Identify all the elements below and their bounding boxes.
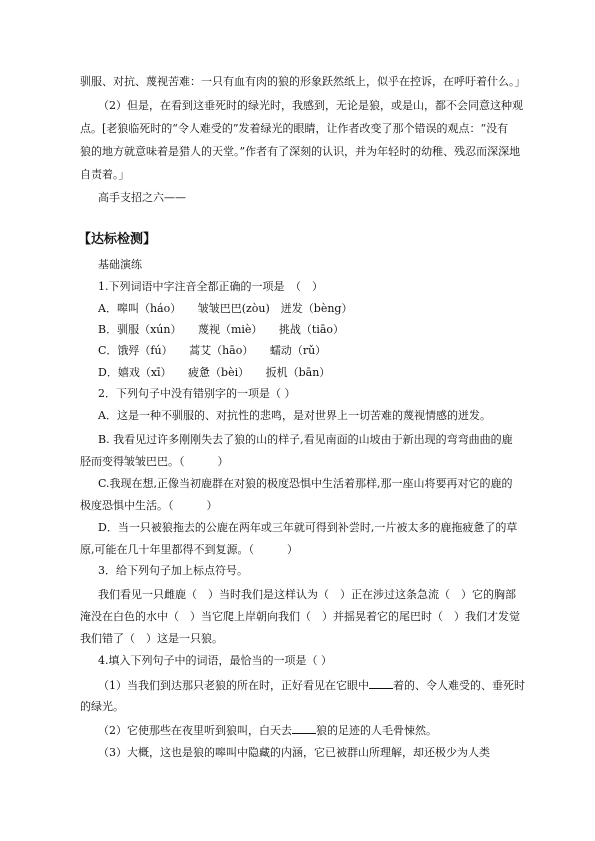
question-3-line-3: 我们错了（ ）这是一只狼。: [80, 632, 223, 645]
question-3-line-2: 淹没在白色的水中（ ）当它爬上岸朝向我们（ ）并摇晃着它的尾巴时（ ）我们才发觉: [80, 610, 520, 623]
intro-line-6: 高手支招之六——: [98, 191, 186, 204]
question-4-sentence-2-part-b: 狼的足迹的人毛骨悚然。: [316, 724, 437, 737]
question-4-sentence-1: [98, 678, 525, 693]
question-1-option-d: D．嬉戏（xī） 疲惫（bèi） 扳机（bān）: [98, 366, 331, 379]
fill-in-blank-1[interactable]: [369, 678, 393, 689]
fill-in-blank-2[interactable]: [292, 723, 316, 734]
question-1-stem: 1.下列词语中字注音全都正确的一项是 （ ）: [98, 280, 323, 293]
intro-line-2: （2）但是，在看到这垂死时的绿光时，我感到，无论是狼，或是山，都不会同意这种观: [98, 99, 523, 112]
question-4-sentence-1-part-b: 着的、令人难受的、垂死时: [393, 679, 525, 692]
question-1-option-c: C．饿殍（fú） 蒿艾（hāo） 蠕动（rǔ）: [98, 344, 327, 357]
question-2-option-c-line-1: C.我现在想,正像当初鹿群在对狼的极度恐惧中生活着那样,那一座山将要再对它的鹿的: [98, 477, 513, 490]
question-2-option-c-line-2: 极度恐惧中生活。（ ）: [80, 499, 218, 512]
question-2-option-b-line-2: 胫而变得皱皱巴巴。（ ）: [80, 455, 229, 468]
question-4-sentence-3: （3）大概，这也是狼的嗥叫中隐藏的内涵，它已被群山所理解，却还极少为人类: [98, 746, 490, 759]
question-2-option-b-line-1: B. 我看见过许多刚刚失去了狼的山的样子,看见南面的山坡由于新出现的弯弯曲曲的鹿: [98, 433, 513, 446]
question-3-stem: 3．给下列句子加上标点符号。: [98, 564, 248, 577]
question-2-option-d-line-2: 原,可能在几十年里都得不到复源。（ ）: [80, 543, 298, 556]
intro-line-4: 狼的地方就意味着是猎人的天堂。”作者有了深刻的认识，并为年轻时的幼稚、残忍而深深地: [80, 145, 521, 158]
question-1-option-a: A．嗥叫（háo） 皱皱巴巴(zòu) 迸发（bèng）: [98, 302, 353, 315]
section-title: 【达标检测】: [78, 232, 157, 247]
question-3-line-1: 我们看见一只雌鹿（ ）当时我们是这样认为（ ）正在涉过这条急流（ ）它的胸部: [98, 588, 516, 601]
question-4-sentence-2: [98, 723, 437, 738]
question-4-stem: 4.填入下列句子中的词语，最恰当的一项是（ ）: [98, 654, 332, 667]
intro-line-1: 驯服、对抗、蔑视苦难：一只有血有肉的狼的形象跃然纸上，似乎在控诉，在呼吁着什么。」: [80, 75, 526, 88]
question-2-option-a: A．这是一种不驯服的、对抗性的悲鸣，是对世界上一切苦难的蔑视情感的迸发。: [98, 409, 491, 422]
question-2-stem: 2．下列句子中没有错别字的一项是（ ）: [98, 387, 296, 400]
question-2-option-d-line-1: D．当一只被狼拖去的公鹿在两年或三年就可得到补尝时,一片被太多的鹿拖疲惫了的草: [98, 521, 518, 534]
intro-line-5: 自责着。」: [80, 168, 130, 181]
question-4-sentence-2-part-a: （2）它使那些在夜里听到狼叫，白天去: [98, 724, 292, 737]
intro-line-3: 点。[老狼临死时的“令人难受的”发着绿光的眼睛，让作者改变了那个错误的观点：“没有: [80, 122, 509, 135]
question-1-option-b: B．驯服（xún） 蔑视（miè） 挑战（tiāo）: [98, 323, 345, 336]
section-subtitle: 基础演练: [98, 258, 142, 271]
question-4-sentence-1-line-2: 的绿光。: [80, 700, 124, 713]
question-4-sentence-1-part-a: （1）当我们到达那只老狼的所在时，正好看见在它眼中: [98, 679, 369, 692]
